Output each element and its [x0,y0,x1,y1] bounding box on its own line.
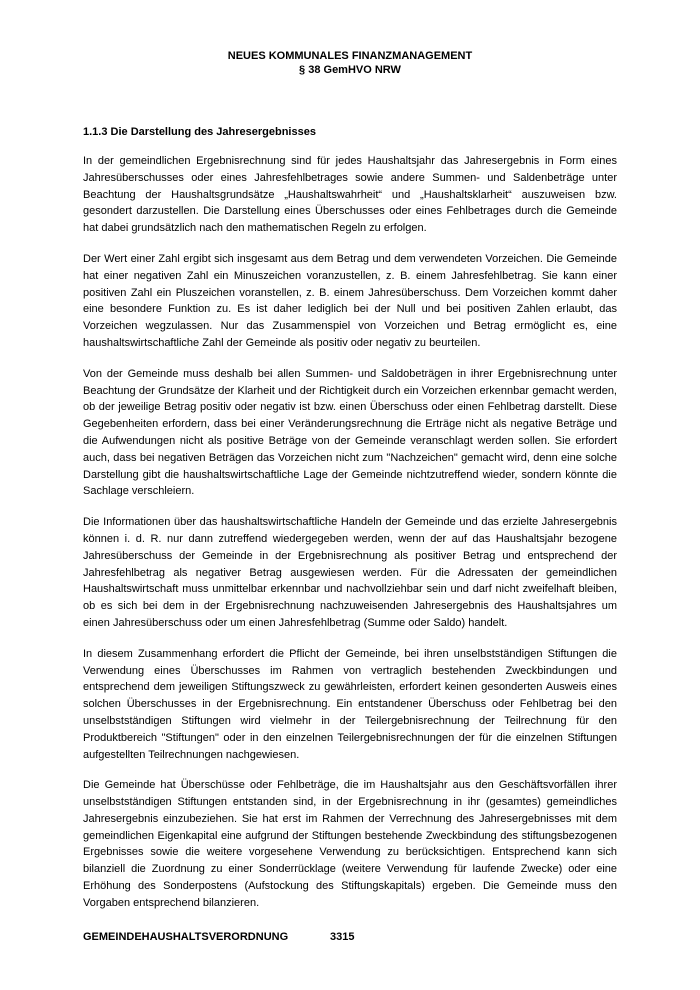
header-subtitle: § 38 GemHVO NRW [299,63,401,76]
paragraph-4: Die Informationen über das haushaltswirtschaftliche Handeln der Gemeinde und das erzielte Jahresergebnis können i. d. R. nur dann zutreffend wiedergegeben werden, wenn der auf das Haushaltsjahr bezogene Jahresüberschuss der Gemeinde in der Ergebnisrechnung als positiver Betrag und entsprechend der Jahresfehlbetrag als negativer Betrag ausgewiesen werden. Für die Adressaten der gemeindlichen Haushaltswirtschaft muss unmittelbar erkennbar und nachvollziehbar sein und darf nicht zweifelhaft bleiben, ob es sich bei dem in der Ergebnisrechnung nachzuweisenden Jahresergebnis des Haushaltsjahres um einen Jahresüberschuss oder um einen Jahresfehlbetrag (Summe oder Saldo) handelt. [83,516,617,629]
section-heading: 1.1.3 Die Darstellung des Jahresergebnisses [83,126,316,138]
footer-page-number: 3315 [330,931,355,943]
paragraph-2: Der Wert einer Zahl ergibt sich insgesamt aus dem Betrag und dem verwendeten Vorzeichen. Die Gemeinde hat einer negativen Zahl ein Minuszeichen voranzustellen, z. B. einem Jahresfehlbetrag. Sie kann einer positiven Zahl ein Pluszeichen voranstellen, z. B. einem Jahresüberschuss. Dem Vorzeichen kommt daher eine besondere Funktion zu. Es ist daher lediglich bei der Null und bei positiven Zahlen erlaubt, das Vorzeichen wegzulassen. Nur das Zusammenspiel von Vorzeichen und Betrag ermöglicht es, eine haushaltswirtschaftliche Zahl der Gemeinde als positiv oder negativ zu beurteilen. [83,252,617,349]
paragraph-3: Von der Gemeinde muss deshalb bei allen Summen- und Saldobeträgen in ihrer Ergebnisrechnung unter Beachtung der Grundsätze der Klarheit und der Richtigkeit durch ein Vorzeichen erkennbar gemacht werden, ob der jeweilige Betrag positiv oder negativ ist bzw. einen Überschuss oder einen Fehlbetrag darstellt. Diese Gegebenheiten erfordern, dass bei einer Veränderungsrechnung die Erträge nicht als negative Beträge und die Aufwendungen nicht als positive Beträge von der Gemeinde veranschlagt werden sollen. Sie erfordert auch, dass bei negativen Beträgen das Vorzeichen nicht zum "Nachzeichen" gemacht wird, denn eine solche Darstellung gibt die haushaltswirtschaftliche Lage der Gemeinde nichtzutreffend wieder, sondern könnte die Sachlage verschleiern. [83,367,617,498]
header-title: NEUES KOMMUNALES FINANZMANAGEMENT [227,50,473,62]
paragraph-6: Die Gemeinde hat Überschüsse oder Fehlbeträge, die im Haushaltsjahr aus den Geschäftsvorfällen ihrer unselbstständigen Stiftungen entstanden sind, in der Ergebnisrechnung in ihr (gesamtes) gemeindliches Jahresergebnis einzubeziehen. Sie hat erst im Rahmen der Verrechnung des Jahresergebnisses mit dem gemeindlichen Eigenkapital eine aufgrund der Stiftungen bestehende Zweckbindung des stiftungsbezogenen Ergebnisses sowie die weitere vorgesehene Verwendung zu berücksichtigen. Entsprechend kann sich bilanziell die Zuordnung zu einer Sonderrücklage (weitere Verwendung für laufende Zwecke) oder eine Erhöhung des Sonderpostens (Aufstockung des Stiftungskapitals) ergeben. Die Gemeinde muss den Vorgaben entsprechend bilanzieren. [83,779,617,909]
footer-title: GEMEINDEHAUSHALTSVERORDNUNG [83,931,289,943]
document-header [83,50,617,77]
paragraph-5: In diesem Zusammenhang erfordert die Pflicht der Gemeinde, bei ihren unselbstständigen Stiftungen die Verwendung eines Überschusses im Rahmen von vertraglich bestehenden Zweckbindungen und entsprechend dem jeweiligen Stiftungszweck zu gewährleisten, erfordert keinen gesonderten Ausweis eines solchen Überschusses in der Ergebnisrechnung. Ein entstandener Überschuss oder Fehlbetrag bei den unselbstständigen Stiftungen wird vielmehr in der Teilergebnisrechnung der Teilrechnung für den Produktbereich "Stiftungen" oder in den einzelnen Teilergebnisrechnungen der für die einzelnen Stiftungen aufgestellten Teilrechnungen nachgewiesen. [83,647,617,761]
document-footer [83,931,617,943]
paragraph-1: In der gemeindlichen Ergebnisrechnung sind für jedes Haushaltsjahr das Jahresergebnis in Form eines Jahresüberschusses oder eines Jahresfehlbetrages sowie andere Summen- und Saldenbeträge unter Beachtung der Haushaltsgrundsätze „Haushaltswahrheit“ und „Haushaltsklarheit“ auszuweisen bzw. gesondert darzustellen. Die Darstellung eines Überschusses oder eines Fehlbetrages durch die Gemeinde hat dabei grundsätzlich nach den mathematischen Regeln zu erfolgen. [83,155,617,235]
